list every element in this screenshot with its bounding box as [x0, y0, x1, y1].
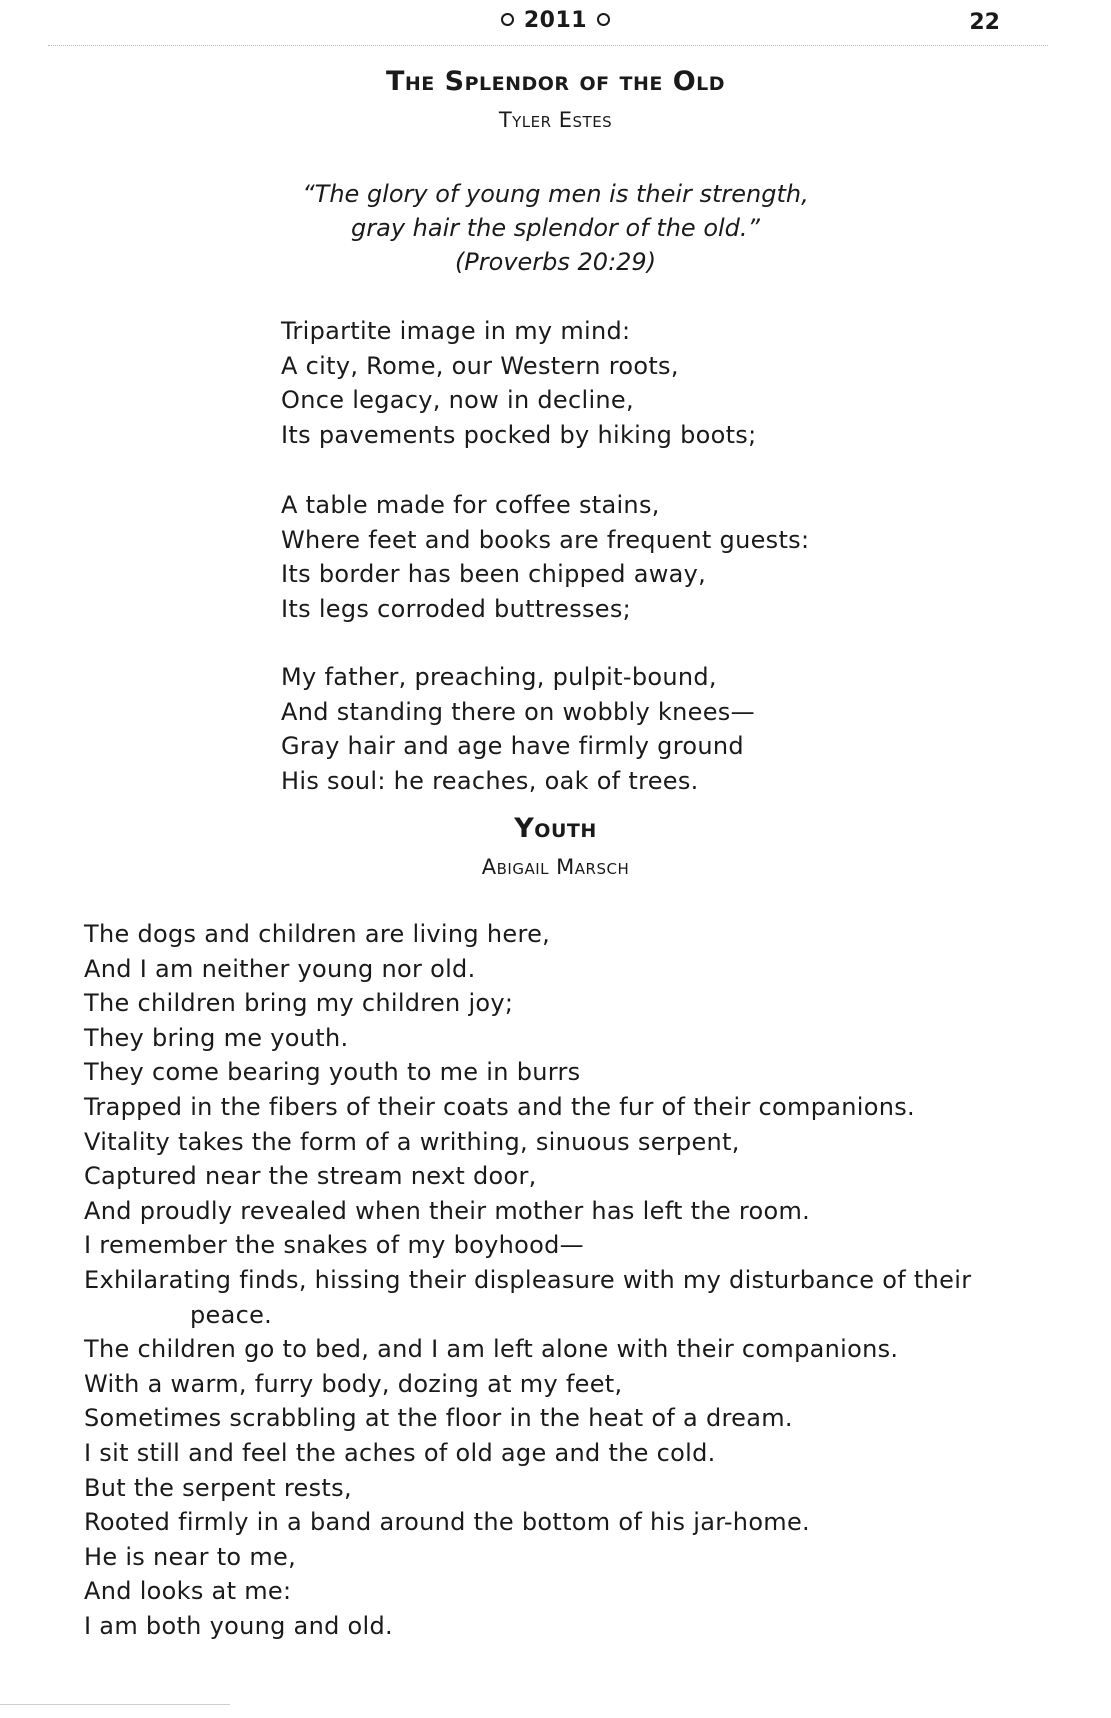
- poem-line: A city, Rome, our Western roots,: [281, 351, 679, 380]
- poem-line: Its pavements pocked by hiking boots;: [281, 420, 757, 449]
- poem-line: A table made for coffee stains,: [281, 491, 660, 519]
- header-year: 2011: [523, 8, 588, 33]
- poem-line: Its legs corroded buttresses;: [281, 594, 632, 623]
- poem-line: And standing there on wobbly knees—: [281, 697, 755, 726]
- poem-line: With a warm, furry body, dozing at my feet,: [84, 1369, 623, 1398]
- epigraph: [0, 177, 1111, 279]
- running-header: [0, 8, 1111, 33]
- poem-line: Sometimes scrabbling at the floor in the heat of a dream.: [84, 1404, 793, 1433]
- page-number: 22: [969, 10, 1000, 35]
- header-divider: [48, 45, 1048, 46]
- poem-title: The Splendor of the Old: [385, 66, 726, 97]
- poem-author: Tyler Estes: [498, 108, 613, 132]
- poem-line: The dogs and children are living here,: [84, 920, 551, 948]
- poem-line: He is near to me,: [84, 1542, 297, 1571]
- epigraph-line: “The glory of young men is their strength,: [302, 180, 809, 208]
- poem-title: Youth: [514, 813, 597, 844]
- poem-line: Gray hair and age have firmly ground: [281, 732, 744, 760]
- poem-line: Trapped in the fibers of their coats and the fur of their companions.: [84, 1092, 915, 1121]
- poem-line: The children bring my children joy;: [84, 989, 514, 1018]
- poem-line: They bring me youth.: [84, 1023, 349, 1052]
- poem-line: Tripartite image in my mind:: [281, 317, 631, 345]
- epigraph-line: gray hair the splendor of the old.”: [351, 214, 760, 242]
- poem-line: But the serpent rests,: [84, 1473, 352, 1502]
- poem-line: Exhilarating finds, hissing their displeasure with my disturbance of their: [84, 1265, 972, 1294]
- epigraph-citation: (Proverbs 20:29): [454, 248, 657, 276]
- footer-rule: [0, 1704, 230, 1705]
- poem-line: I sit still and feel the aches of old age and the cold.: [84, 1438, 716, 1467]
- poem-line: And proudly revealed when their mother has left the room.: [84, 1196, 811, 1225]
- poem-line: His soul: he reaches, oak of trees.: [281, 766, 699, 795]
- poem-line: And I am neither young nor old.: [84, 954, 476, 983]
- poem-line-continuation: peace.: [190, 1300, 273, 1329]
- poem-line: I am both young and old.: [84, 1611, 393, 1640]
- poem-line: Captured near the stream next door,: [84, 1162, 537, 1191]
- poem-line: Its border has been chipped away,: [281, 560, 707, 588]
- poem-line: Rooted firmly in a band around the bottom of his jar-home.: [84, 1508, 810, 1537]
- stanza-2: [281, 488, 809, 626]
- stanza-1: [281, 314, 757, 452]
- bullet-right-icon: [597, 13, 610, 26]
- poem-line: My father, preaching, pulpit-bound,: [281, 663, 717, 691]
- bullet-left-icon: [501, 13, 514, 26]
- poem-line: Where feet and books are frequent guests:: [281, 525, 810, 554]
- poem-body: [84, 917, 971, 1643]
- poem-line: They come bearing youth to me in burrs: [84, 1058, 581, 1087]
- poem-author: Abigail Marsch: [481, 855, 630, 879]
- poem-line: Vitality takes the form of a writhing, sinuous serpent,: [84, 1127, 740, 1156]
- stanza-3: [281, 660, 755, 798]
- poem-line: The children go to bed, and I am left alone with their companions.: [84, 1335, 899, 1364]
- poem-line: And looks at me:: [84, 1577, 292, 1606]
- poem-line: Once legacy, now in decline,: [281, 386, 634, 414]
- poem-line: I remember the snakes of my boyhood—: [84, 1231, 584, 1260]
